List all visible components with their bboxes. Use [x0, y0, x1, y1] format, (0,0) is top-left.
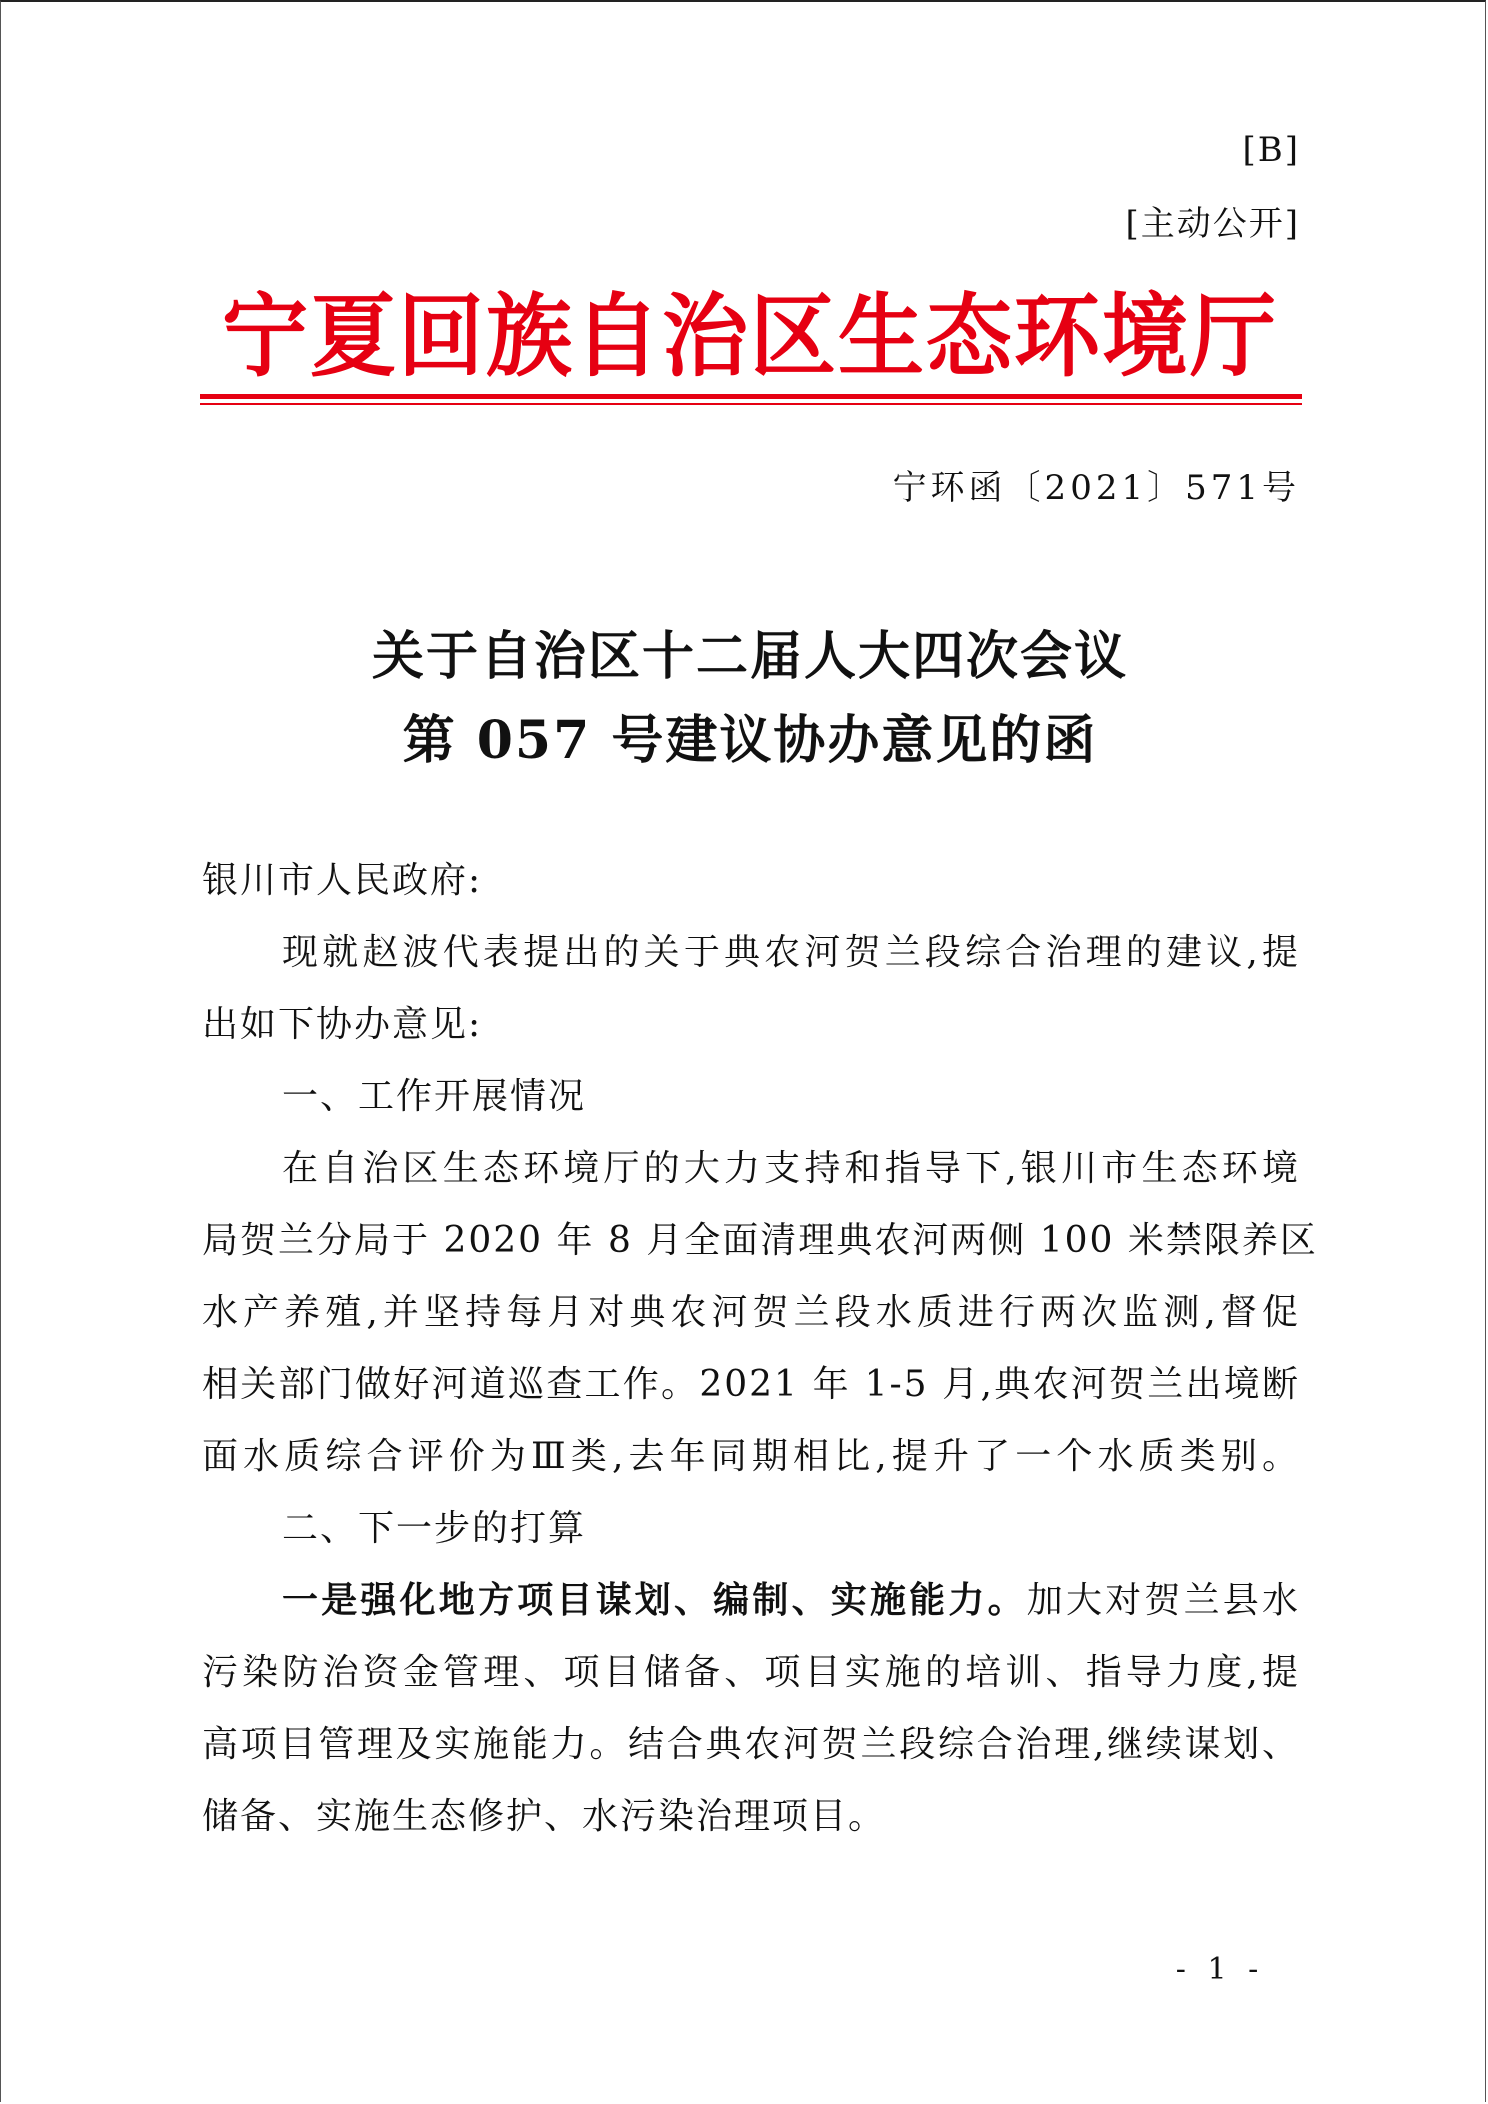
- salutation: 银川市人民政府:: [202, 860, 483, 901]
- section-2-line-2: 污染防治资金管理、项目储备、项目实施的培训、指导力度,提: [202, 1652, 1300, 1693]
- masthead-rule-thin: [200, 403, 1302, 405]
- classification-mark: [B]: [1242, 130, 1300, 170]
- disclosure-mark: [主动公开]: [1125, 204, 1300, 244]
- intro-line-1: 现就赵波代表提出的关于典农河贺兰段综合治理的建议,提: [282, 932, 1300, 973]
- section-1-line-1: 在自治区生态环境厅的大力支持和指导下,银川市生态环境: [282, 1148, 1300, 1189]
- section-2-bold-lead: 一是强化地方项目谋划、编制、实施能力。: [282, 1580, 1027, 1621]
- document-title-line-1: 关于自治区十二届人大四次会议: [371, 626, 1128, 687]
- section-2-line-3: 高项目管理及实施能力。结合典农河贺兰段综合治理,继续谋划、: [202, 1724, 1300, 1765]
- section-1-line-5: 面水质综合评价为Ⅲ类,去年同期相比,提升了一个水质类别。: [202, 1436, 1300, 1477]
- section-1-line-4: 相关部门做好河道巡查工作。2021 年 1-5 月,典农河贺兰出境断: [202, 1364, 1300, 1405]
- section-2-line-1: [282, 1576, 1300, 1626]
- masthead-rule-thick: [200, 394, 1302, 399]
- document-number: 宁环函〔2021〕571号: [892, 468, 1300, 508]
- section-1-line-2: 局贺兰分局于 2020 年 8 月全面清理典农河两侧 100 米禁限养区: [202, 1220, 1318, 1261]
- page-number: - 1 -: [1175, 1952, 1265, 1987]
- section-2-heading: 二、下一步的打算: [282, 1508, 587, 1549]
- intro-line-2: 出如下协办意见:: [202, 1004, 483, 1045]
- section-2-line-4: 储备、实施生态修护、水污染治理项目。: [202, 1796, 887, 1837]
- document-title-line-2: 第 057 号建议协办意见的函: [402, 710, 1098, 771]
- section-1-heading: 一、工作开展情况: [282, 1076, 587, 1117]
- section-1-line-3: 水产养殖,并坚持每月对典农河贺兰段水质进行两次监测,督促: [202, 1292, 1300, 1333]
- section-2-lead-rest: 加大对贺兰县水: [1026, 1580, 1300, 1621]
- issuer-masthead: 宁夏回族自治区生态环境厅: [222, 284, 1278, 390]
